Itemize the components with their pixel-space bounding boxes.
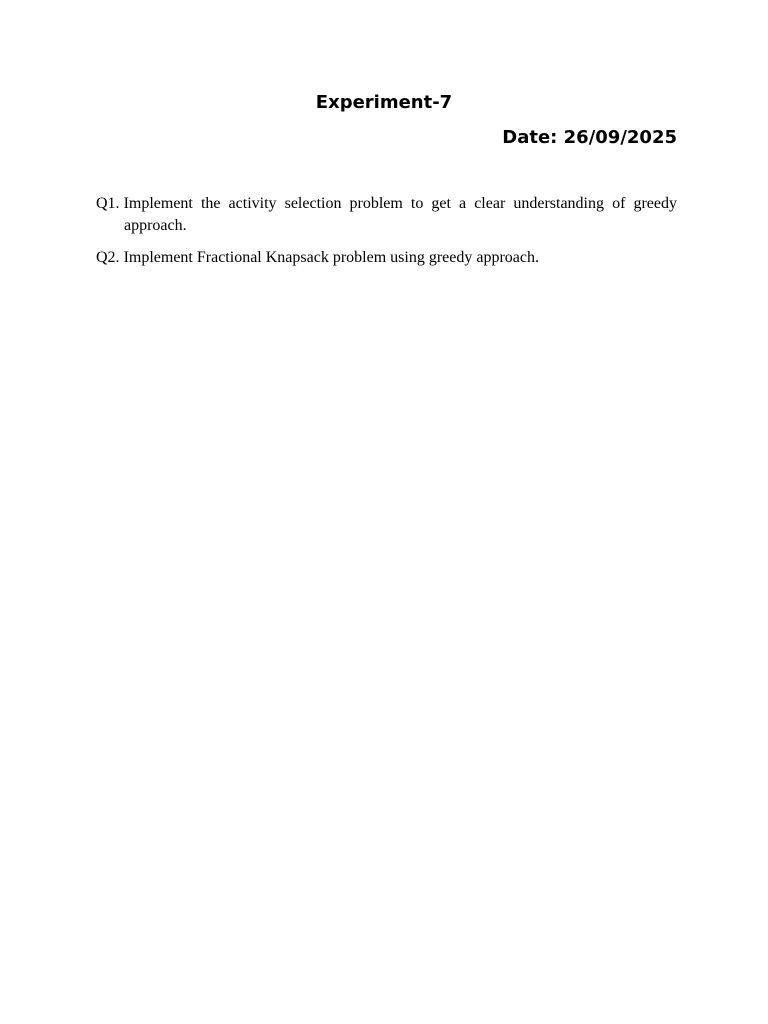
question-text: Implement the activity selection problem to get a clear understanding of greedy approach.: [123, 195, 677, 234]
question-text: Implement Fractional Knapsack problem using greedy approach.: [123, 249, 539, 266]
question-item: [96, 193, 677, 237]
question-number: Q1.: [96, 195, 120, 212]
question-list: [96, 193, 677, 279]
question-number: Q2.: [96, 249, 120, 266]
question-item: [96, 247, 677, 269]
page-title: Experiment-7: [315, 92, 453, 113]
document-date: Date: 26/09/2025: [502, 127, 677, 148]
